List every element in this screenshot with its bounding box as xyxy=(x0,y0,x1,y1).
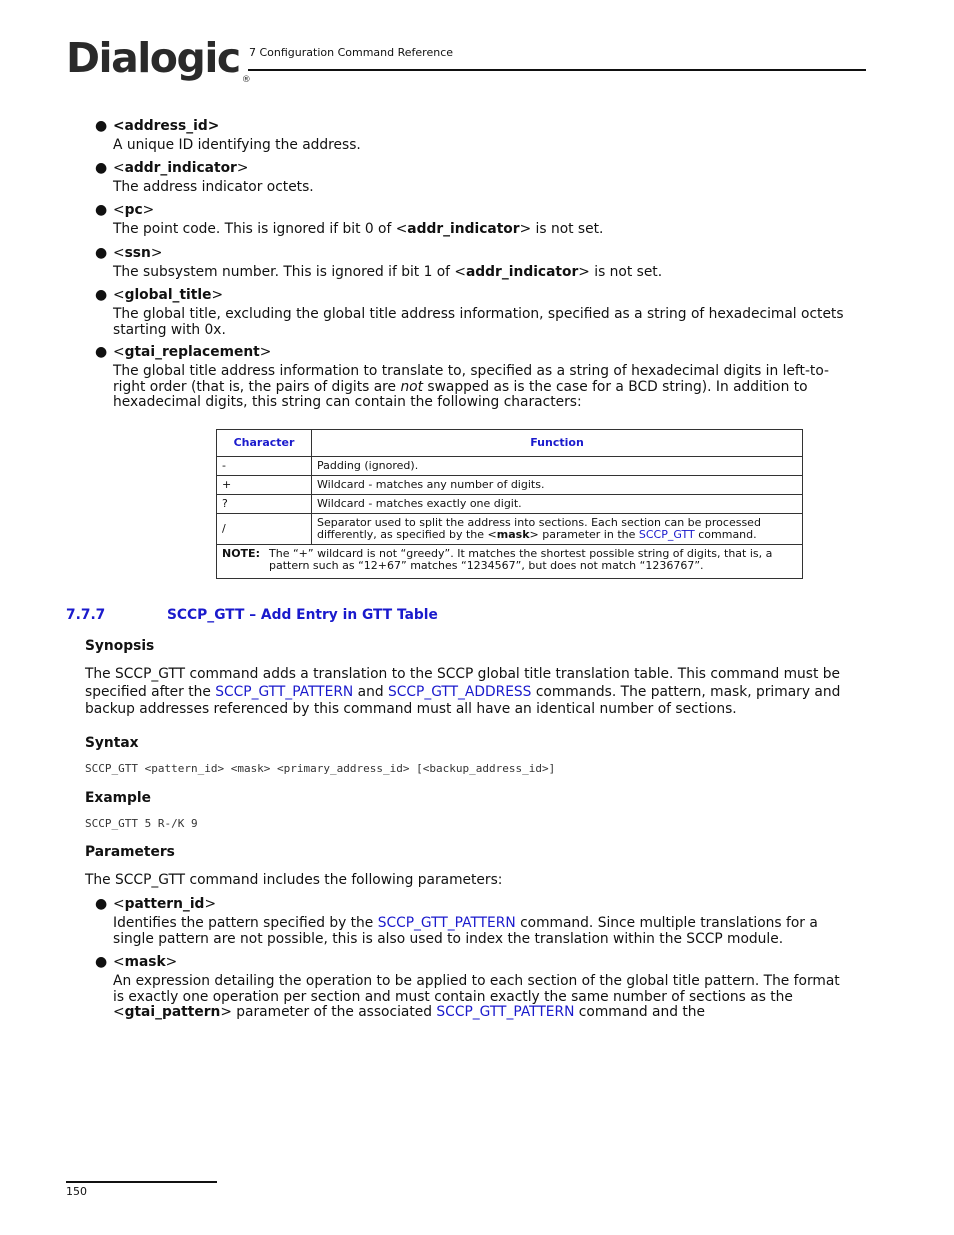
table-cell: Wildcard - matches exactly one digit. xyxy=(312,495,803,514)
table-header: Function xyxy=(312,430,803,457)
character-function-table xyxy=(216,429,803,579)
table-note: NOTE: The “+” wildcard is not “greedy”. It matches the shortest possible string of digits, that is, a pattern such as “12+67” matches “1234567”, but does not match “1236767”. xyxy=(217,545,803,579)
sccp-gtt-address-link[interactable]: SCCP_GTT_ADDRESS xyxy=(387,683,532,700)
table-row xyxy=(217,514,803,545)
param-global-title: ● <global_title> The global title, excluding the global title address information, specified as a string of hexadecimal octets starting with 0x. xyxy=(113,288,853,338)
chapter-title: 7 Configuration Command Reference xyxy=(249,46,454,59)
dialogic-logo: Dialogic ® xyxy=(66,34,251,85)
table-cell: ? xyxy=(217,495,312,514)
param-desc: The global title, excluding the global title address information, specified as a string of hexadecimal octets starting with 0x. xyxy=(113,305,844,338)
param-term: gtai_replacement xyxy=(124,344,260,360)
table-header-row xyxy=(217,430,803,457)
param-desc: The point code. This is ignored if bit 0 of <addr_indicator> is not set. xyxy=(113,220,604,237)
param-term: addr_indicator xyxy=(124,160,237,176)
param-pc: ● <pc> The point code. This is ignored if bit 0 of <addr_indicator> is not set. xyxy=(95,202,604,237)
table-header: Character xyxy=(217,430,312,457)
sccp-gtt-pattern-link[interactable]: SCCP_GTT_PATTERN xyxy=(436,1004,575,1021)
table-cell: + xyxy=(217,476,312,495)
bullet-icon: ● xyxy=(95,202,108,218)
param-desc: An expression detailing the operation to be applied to each section of the global title pattern. The format is exactly one operation per section and must contain exactly the same number of sections as the <gtai_pattern> parameter of the associated SCCP_GTT_PATTERN command and the xyxy=(113,972,840,1021)
bullet-icon: ● xyxy=(95,118,108,134)
table-cell: / xyxy=(217,514,312,545)
bullet-icon: ● xyxy=(95,245,108,261)
table-cell: Wildcard - matches any number of digits. xyxy=(312,476,803,495)
bullet-icon: ● xyxy=(95,287,108,303)
param-addr-indicator: ● <addr_indicator> The address indicator octets. xyxy=(95,160,314,195)
param-gtai-replacement: ● <gtai_replacement> The global title address information to translate to, specified as a string of hexadecimal digits in left-to-right order (that is, the pairs of digits are not swapped as is the case for a BCD string). In addition to hexadecimal digits, this string can contain the following characters: xyxy=(113,345,853,411)
param-desc: The global title address information to translate to, specified as a string of hexadecimal digits in left-to-right order (that is, the pairs of digits are not swapped as is the case for a BCD string). In addition to hexadecimal digits, this string can contain the following characters: xyxy=(113,362,830,411)
param-mask: ● <mask> An expression detailing the operation to be applied to each section of the global title pattern. The format is exactly one operation per section and must contain exactly the same number of sections as the <gtai_pattern> parameter of the associated SCCP_GTT_PATTERN command and the xyxy=(113,955,853,1021)
example-heading: Example xyxy=(85,790,151,806)
parameters-intro: The SCCP_GTT command includes the following parameters: xyxy=(85,872,503,888)
param-term: pattern_id xyxy=(124,896,205,912)
table-row xyxy=(217,495,803,514)
bullet-icon: ● xyxy=(95,954,108,970)
parameters-heading: Parameters xyxy=(85,844,175,860)
sccp-gtt-pattern-link[interactable]: SCCP_GTT_PATTERN xyxy=(377,914,516,931)
param-pattern-id: ● <pattern_id> Identifies the pattern specified by the SCCP_GTT_PATTERN command. Since multiple translations for a single pattern are not possible, this is also used to index the translation within the SCCP module. xyxy=(113,897,853,947)
syntax-code: SCCP_GTT <pattern_id> <mask> <primary_address_id> [<backup_address_id>] xyxy=(85,762,556,775)
table-cell: - xyxy=(217,457,312,476)
footer-rule xyxy=(66,1181,217,1183)
param-term: global_title xyxy=(124,287,212,303)
example-code: SCCP_GTT 5 R-/K 9 xyxy=(85,817,198,830)
param-desc: A unique ID identifying the address. xyxy=(113,136,361,153)
table-note-row xyxy=(217,545,803,579)
param-term: mask xyxy=(124,954,166,970)
table-row xyxy=(217,457,803,476)
bullet-icon: ● xyxy=(95,160,108,176)
param-desc: Identifies the pattern specified by the SCCP_GTT_PATTERN command. Since multiple translations for a single pattern are not possible, this is also used to index the translation within the SCCP module. xyxy=(113,914,818,947)
bullet-icon: ● xyxy=(95,896,108,912)
section-heading: 7.7.7 SCCP_GTT – Add Entry in GTT Table xyxy=(66,607,438,623)
param-desc: The address indicator octets. xyxy=(113,178,314,195)
sccp-gtt-link[interactable]: SCCP_GTT xyxy=(638,528,695,541)
header-rule xyxy=(248,69,866,71)
param-address-id xyxy=(95,118,361,154)
table-cell: Separator used to split the address into sections. Each section can be processed differently, as specified by the <mask> parameter in the SCCP_GTT command. xyxy=(312,514,803,545)
syntax-heading: Syntax xyxy=(85,735,139,751)
param-desc: The subsystem number. This is ignored if bit 1 of <addr_indicator> is not set. xyxy=(113,263,663,280)
synopsis-heading: Synopsis xyxy=(85,638,155,654)
param-term: pc xyxy=(124,202,143,218)
param-term: ssn xyxy=(124,245,151,261)
synopsis-text: The SCCP_GTT command adds a translation to the SCCP global title translation table. This command must be specified after the SCCP_GTT_PATTERN and SCCP_GTT_ADDRESS commands. The pattern, mask, primary and backup addresses referenced by this command must all have an identical number of sections. xyxy=(85,666,841,717)
page-number: 150 xyxy=(66,1185,87,1198)
sccp-gtt-pattern-link[interactable]: SCCP_GTT_PATTERN xyxy=(215,683,354,700)
param-ssn: ● <ssn> The subsystem number. This is ignored if bit 1 of <addr_indicator> is not set. xyxy=(95,245,663,280)
table-row xyxy=(217,476,803,495)
bullet-icon: ● xyxy=(95,344,108,360)
param-term: <address_id> xyxy=(113,118,220,134)
table-cell: Padding (ignored). xyxy=(312,457,803,476)
